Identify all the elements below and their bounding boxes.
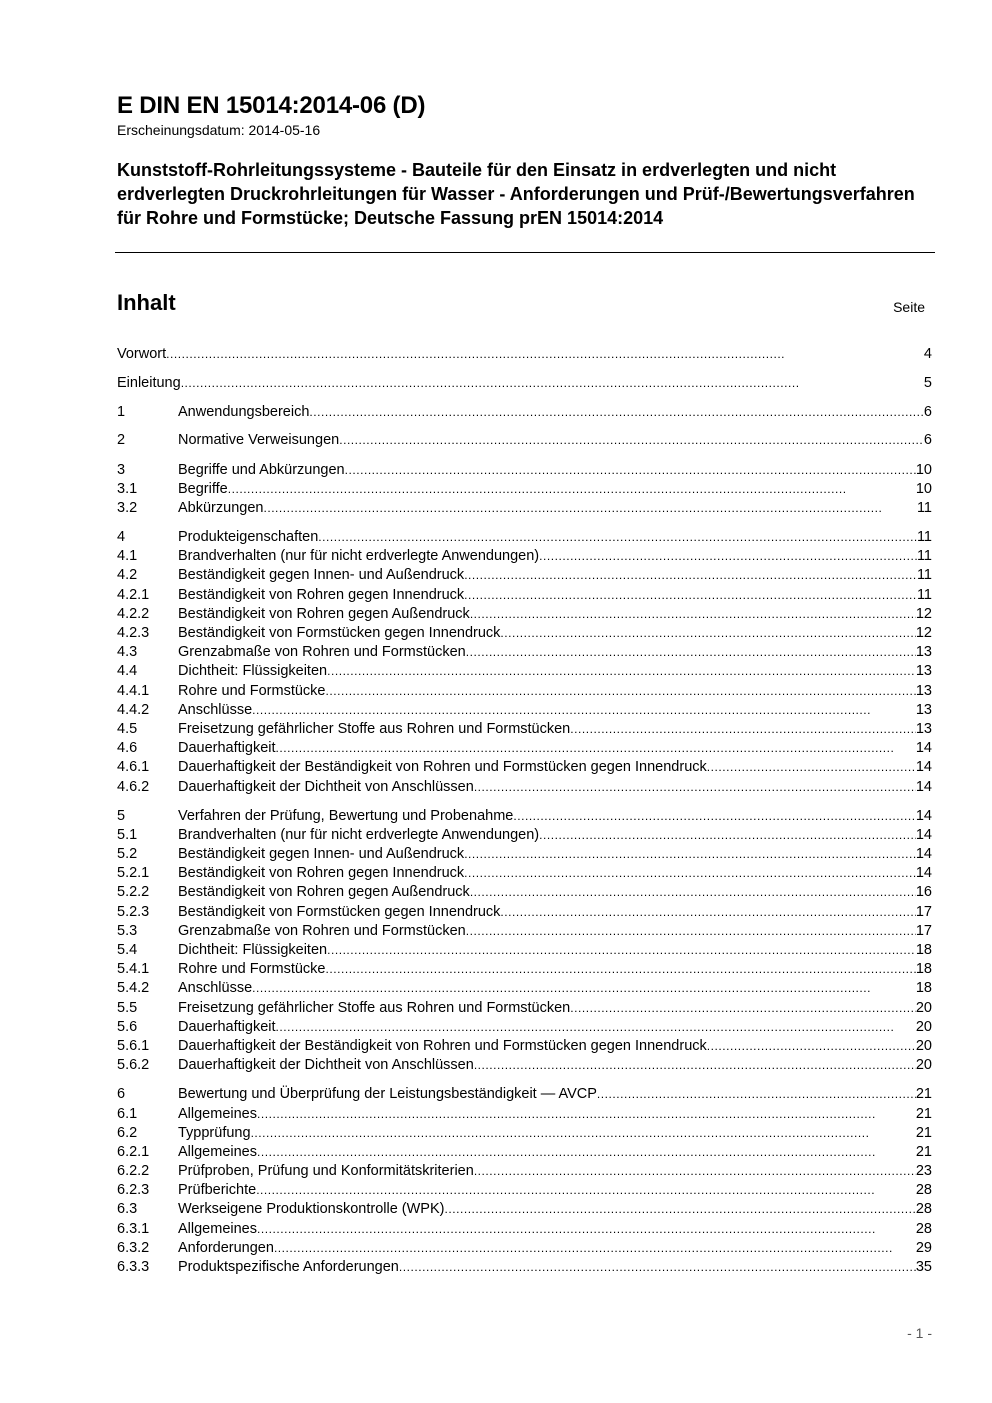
toc-entry-title: Freisetzung gefährlicher Stoffe aus Rohren und Formstücken <box>178 720 571 737</box>
toc-entry-page: 21 <box>915 1124 932 1141</box>
toc-entry-title: Grenzabmaße von Rohren und Formstücken <box>178 922 466 939</box>
toc-entry-title: Allgemeines <box>178 1220 257 1237</box>
toc-entry-number: 4.2.2 <box>117 605 150 622</box>
toc-leader-dots <box>464 864 916 883</box>
toc-entry-page: 28 <box>915 1201 932 1218</box>
toc-entry-title: Typprüfung <box>178 1124 251 1141</box>
toc-entry-title: Dauerhaftigkeit der Dichtheit von Anschlüssen <box>178 1057 474 1074</box>
toc-leader-dots <box>470 883 916 902</box>
document-id: E DIN EN 15014:2014-06 (D) <box>117 92 426 119</box>
toc-entry-title: Einleitung <box>117 374 181 391</box>
toc-entry-title: Anschlüsse <box>178 980 253 997</box>
toc-entry-page: 13 <box>915 701 932 718</box>
toc-entry-page: 21 <box>915 1105 932 1122</box>
toc-entry-number: 4.2.1 <box>117 586 150 603</box>
toc-leader-dots <box>345 461 916 480</box>
toc-leader-dots <box>228 480 916 499</box>
toc-entry[interactable] <box>117 1124 932 1143</box>
toc-entry[interactable] <box>117 643 932 662</box>
toc-entry-number: 5.6.2 <box>117 1057 150 1074</box>
header-divider <box>115 252 935 253</box>
toc-entry[interactable] <box>117 374 932 393</box>
toc-entry-page: 13 <box>915 720 932 737</box>
toc-entry-number: 5.2.3 <box>117 903 150 920</box>
toc-leader-dots <box>466 643 916 662</box>
toc-leader-dots <box>500 624 915 643</box>
toc-leader-dots <box>325 682 915 701</box>
toc-entry[interactable] <box>117 403 932 422</box>
toc-entry-title: Verfahren der Prüfung, Bewertung und Probenahme <box>178 807 514 824</box>
toc-entry[interactable] <box>117 682 932 701</box>
toc-entry[interactable] <box>117 1200 932 1219</box>
toc-leader-dots <box>339 431 924 450</box>
toc-entry[interactable] <box>117 431 932 450</box>
toc-entry-title: Bewertung und Überprüfung der Leistungsbeständigkeit — AVCP <box>178 1086 597 1103</box>
toc-leader-dots <box>707 758 916 777</box>
toc-entry-number: 5.4 <box>117 942 138 959</box>
toc-entry-page: 10 <box>915 461 932 478</box>
toc-entry-number: 4.6 <box>117 740 138 757</box>
toc-entry-page: 17 <box>915 903 932 920</box>
toc-entry[interactable] <box>117 345 932 364</box>
toc-leader-dots <box>570 999 916 1018</box>
toc-entry-number: 4.4.2 <box>117 701 150 718</box>
toc-entry[interactable] <box>117 1018 932 1037</box>
toc-entry[interactable] <box>117 1181 932 1200</box>
toc-leader-dots <box>257 1143 916 1162</box>
toc-entry-number: 4.4.1 <box>117 682 150 699</box>
toc-leader-dots <box>474 1162 916 1181</box>
toc-entry-page: 18 <box>915 961 932 978</box>
toc-entry-number: 4.3 <box>117 644 138 661</box>
toc-page-column-label: Seite <box>893 299 925 315</box>
toc-entry-page: 14 <box>915 759 932 776</box>
toc-entry[interactable] <box>117 922 932 941</box>
toc-entry[interactable] <box>117 480 932 499</box>
toc-entry-title: Beständigkeit gegen Innen- und Außendruck <box>178 567 465 584</box>
toc-entry-page: 11 <box>916 548 932 565</box>
toc-entry-title: Produktspezifische Anforderungen <box>178 1259 399 1276</box>
toc-entry-number: 5.6.1 <box>117 1037 150 1054</box>
toc-entry-number: 4.2 <box>117 567 138 584</box>
toc-entry-title: Dichtheit: Flüssigkeiten <box>178 663 328 680</box>
toc-entry-number: 6 <box>117 1086 126 1103</box>
toc-entry-number: 6.2 <box>117 1124 138 1141</box>
toc-leader-dots <box>474 1056 916 1075</box>
toc-entry[interactable] <box>117 778 932 797</box>
toc-entry-number: 5.3 <box>117 922 138 939</box>
toc-entry[interactable] <box>117 739 932 758</box>
document-title: Kunststoff-Rohrleitungssysteme - Bauteile für den Einsatz in erdverlegten und nicht erdverlegten Druckrohrleitungen für Wasser - Anforderungen und Prüf-/Bewertungsverfahren für Rohre und Formstücke; Deutsche Fassung prEN 15014:2014 <box>117 160 915 228</box>
toc-entry-number: 5.4.2 <box>117 980 150 997</box>
toc-entry-number: 5.2 <box>117 846 138 863</box>
toc-leader-dots <box>327 941 916 960</box>
toc-leader-dots <box>263 499 916 518</box>
toc-leader-dots <box>325 960 915 979</box>
toc-entry-title: Beständigkeit von Rohren gegen Innendruck <box>178 865 465 882</box>
toc-entry-title: Rohre und Formstücke <box>178 961 326 978</box>
toc-entry-page: 20 <box>915 999 932 1016</box>
toc-entry-title: Dauerhaftigkeit <box>178 1018 276 1035</box>
toc-entry-page: 18 <box>915 942 932 959</box>
toc-leader-dots <box>252 701 916 720</box>
toc-entry-title: Prüfproben, Prüfung und Konformitätskriterien <box>178 1163 474 1180</box>
toc-entry-page: 16 <box>915 884 932 901</box>
toc-entry[interactable] <box>117 1143 932 1162</box>
toc-entry[interactable] <box>117 1220 932 1239</box>
toc-entry-title: Anwendungsbereich <box>178 403 310 420</box>
toc-entry-title: Dichtheit: Flüssigkeiten <box>178 942 328 959</box>
toc-entry-page: 14 <box>915 865 932 882</box>
toc-entry-page: 11 <box>916 586 932 603</box>
toc-entry-page: 23 <box>915 1163 932 1180</box>
toc-leader-dots <box>539 826 916 845</box>
toc-entry-number: 6.3.1 <box>117 1220 150 1237</box>
toc-entry-page: 4 <box>923 346 932 362</box>
toc-entry-number: 6.3.3 <box>117 1259 150 1276</box>
toc-entry[interactable] <box>117 528 932 547</box>
toc-entry[interactable] <box>117 999 932 1018</box>
toc-leader-dots <box>597 1085 916 1104</box>
toc-entry-page: 6 <box>923 432 932 449</box>
toc-leader-dots <box>327 662 916 681</box>
toc-leader-dots <box>251 1124 916 1143</box>
toc-leader-dots <box>252 979 916 998</box>
toc-entry-title: Dauerhaftigkeit der Beständigkeit von Rohren und Formstücken gegen Innendruck <box>178 759 707 776</box>
toc-leader-dots <box>539 547 917 566</box>
toc-entry-page: 28 <box>915 1220 932 1237</box>
toc-leader-dots <box>466 922 916 941</box>
toc-entry-title: Beständigkeit gegen Innen- und Außendruck <box>178 846 465 863</box>
toc-entry[interactable] <box>117 701 932 720</box>
toc-heading: Inhalt <box>117 290 176 315</box>
toc-entry-title: Rohre und Formstücke <box>178 682 326 699</box>
toc-leader-dots <box>276 739 916 758</box>
toc-entry[interactable] <box>117 864 932 883</box>
toc-entry-number: 4 <box>117 529 126 546</box>
toc-entry-title: Begriffe <box>178 480 228 497</box>
toc-entry-page: 14 <box>915 740 932 757</box>
toc-entry-title: Produkteigenschaften <box>178 529 319 546</box>
toc-entry[interactable] <box>117 758 932 777</box>
toc-leader-dots <box>464 566 917 585</box>
toc-entry-title: Anschlüsse <box>178 701 253 718</box>
toc-entry-page: 29 <box>915 1239 932 1256</box>
toc-leader-dots <box>470 605 916 624</box>
toc-leader-dots <box>464 845 916 864</box>
toc-entry-page: 13 <box>915 663 932 680</box>
toc-entry[interactable] <box>117 1085 932 1104</box>
toc-entry-page: 14 <box>915 826 932 843</box>
toc-entry[interactable] <box>117 566 932 585</box>
toc-leader-dots <box>309 403 924 422</box>
toc-entry-title: Normative Verweisungen <box>178 432 340 449</box>
toc-entry[interactable] <box>117 547 932 566</box>
toc-entry-number: 6.2.2 <box>117 1163 150 1180</box>
toc-entry-title: Brandverhalten (nur für nicht erdverlegte Anwendungen) <box>178 548 540 565</box>
toc-entry-number: 5.4.1 <box>117 961 150 978</box>
toc-entry-number: 4.1 <box>117 548 138 565</box>
toc-leader-dots <box>500 903 915 922</box>
table-of-contents <box>117 345 932 1277</box>
toc-leader-dots <box>318 528 917 547</box>
toc-entry-title: Beständigkeit von Rohren gegen Außendruck <box>178 884 470 901</box>
toc-entry-title: Abkürzungen <box>178 499 264 516</box>
toc-entry-page: 12 <box>915 625 932 642</box>
toc-entry-number: 4.6.1 <box>117 759 150 776</box>
toc-entry[interactable] <box>117 1162 932 1181</box>
toc-entry-title: Dauerhaftigkeit der Beständigkeit von Rohren und Formstücken gegen Innendruck <box>178 1037 707 1054</box>
toc-entry-page: 12 <box>915 605 932 622</box>
toc-entry-number: 6.3.2 <box>117 1239 150 1256</box>
toc-entry-title: Beständigkeit von Formstücken gegen Innendruck <box>178 625 501 642</box>
toc-entry-number: 1 <box>117 403 126 420</box>
toc-entry-number: 3.1 <box>117 480 138 497</box>
toc-entry[interactable] <box>117 1258 932 1277</box>
toc-leader-dots <box>257 1105 916 1124</box>
toc-entry-number: 5.6 <box>117 1018 138 1035</box>
toc-entry-number: 3.2 <box>117 499 138 516</box>
toc-entry[interactable] <box>117 960 932 979</box>
toc-entry-page: 21 <box>915 1086 932 1103</box>
toc-entry-page: 10 <box>915 480 932 497</box>
toc-entry-page: 14 <box>915 778 932 795</box>
toc-entry-page: 20 <box>915 1018 932 1035</box>
toc-entry[interactable] <box>117 883 932 902</box>
toc-leader-dots <box>181 374 924 393</box>
toc-entry[interactable] <box>117 1105 932 1124</box>
toc-entry-title: Brandverhalten (nur für nicht erdverlegte Anwendungen) <box>178 826 540 843</box>
toc-leader-dots <box>399 1258 916 1277</box>
toc-leader-dots <box>274 1239 916 1258</box>
toc-entry-title: Grenzabmaße von Rohren und Formstücken <box>178 644 466 661</box>
toc-entry[interactable] <box>117 807 932 826</box>
toc-entry-number: 6.2.1 <box>117 1143 150 1160</box>
toc-entry[interactable] <box>117 845 932 864</box>
toc-entry-page: 11 <box>916 567 932 584</box>
page-number: - 1 - <box>907 1325 932 1341</box>
toc-entry[interactable] <box>117 903 932 922</box>
toc-entry-page: 14 <box>915 846 932 863</box>
toc-entry-page: 6 <box>923 403 932 420</box>
toc-entry[interactable] <box>117 720 932 739</box>
toc-entry-number: 5.2.1 <box>117 865 150 882</box>
toc-entry-title: Prüfberichte <box>178 1182 257 1199</box>
toc-entry-page: 20 <box>915 1057 932 1074</box>
toc-entry[interactable] <box>117 605 932 624</box>
toc-leader-dots <box>513 807 916 826</box>
toc-entry-number: 6.3 <box>117 1201 138 1218</box>
toc-entry-number: 4.4 <box>117 663 138 680</box>
toc-entry-number: 6.1 <box>117 1105 138 1122</box>
toc-entry-page: 14 <box>915 807 932 824</box>
toc-entry-number: 3 <box>117 461 126 478</box>
toc-leader-dots <box>276 1018 916 1037</box>
toc-entry-number: 4.6.2 <box>117 778 150 795</box>
toc-entry-page: 5 <box>923 374 932 391</box>
toc-entry-page: 35 <box>915 1259 932 1276</box>
toc-entry-number: 5.1 <box>117 826 138 843</box>
toc-entry-number: 5.5 <box>117 999 138 1016</box>
toc-entry[interactable] <box>117 662 932 681</box>
toc-entry[interactable] <box>117 499 932 518</box>
toc-entry-title: Begriffe und Abkürzungen <box>178 461 345 478</box>
toc-entry-title: Vorwort <box>117 346 167 362</box>
toc-entry-title: Allgemeines <box>178 1143 257 1160</box>
toc-leader-dots <box>256 1181 916 1200</box>
toc-entry-title: Werkseigene Produktionskontrolle (WPK) <box>178 1201 445 1218</box>
toc-entry[interactable] <box>117 1037 932 1056</box>
publication-date: Erscheinungsdatum: 2014-05-16 <box>117 122 321 138</box>
toc-leader-dots <box>474 778 916 797</box>
toc-entry-page: 13 <box>915 682 932 699</box>
toc-entry-title: Dauerhaftigkeit der Dichtheit von Anschlüssen <box>178 778 474 795</box>
toc-entry[interactable] <box>117 586 932 605</box>
toc-entry-title: Beständigkeit von Rohren gegen Innendruck <box>178 586 465 603</box>
toc-entry-page: 11 <box>916 499 932 516</box>
toc-leader-dots <box>166 345 924 364</box>
toc-entry-page: 28 <box>915 1182 932 1199</box>
toc-entry-page: 21 <box>915 1143 932 1160</box>
toc-entry-title: Anforderungen <box>178 1239 274 1256</box>
toc-entry[interactable] <box>117 941 932 960</box>
toc-entry-page: 11 <box>916 529 932 546</box>
toc-leader-dots <box>707 1037 916 1056</box>
toc-leader-dots <box>257 1220 916 1239</box>
toc-entry[interactable] <box>117 979 932 998</box>
toc-entry-number: 2 <box>117 432 126 449</box>
toc-entry-title: Beständigkeit von Formstücken gegen Innendruck <box>178 903 501 920</box>
toc-entry-page: 18 <box>915 980 932 997</box>
toc-entry[interactable] <box>117 461 932 480</box>
toc-entry-number: 4.5 <box>117 720 138 737</box>
toc-leader-dots <box>444 1200 915 1219</box>
toc-entry-number: 6.2.3 <box>117 1182 150 1199</box>
toc-entry-title: Allgemeines <box>178 1105 257 1122</box>
toc-entry-page: 17 <box>915 922 932 939</box>
toc-entry-page: 20 <box>915 1037 932 1054</box>
toc-leader-dots <box>570 720 916 739</box>
toc-entry-number: 5.2.2 <box>117 884 150 901</box>
toc-entry-page: 13 <box>915 644 932 661</box>
toc-entry-title: Beständigkeit von Rohren gegen Außendruck <box>178 605 470 622</box>
toc-entry[interactable] <box>117 624 932 643</box>
toc-entry-title: Dauerhaftigkeit <box>178 740 276 757</box>
toc-entry[interactable] <box>117 826 932 845</box>
toc-leader-dots <box>464 586 917 605</box>
toc-entry[interactable] <box>117 1056 932 1075</box>
toc-entry-number: 5 <box>117 807 126 824</box>
toc-entry[interactable] <box>117 1239 932 1258</box>
toc-entry-title: Freisetzung gefährlicher Stoffe aus Rohren und Formstücken <box>178 999 571 1016</box>
toc-entry-number: 4.2.3 <box>117 625 150 642</box>
